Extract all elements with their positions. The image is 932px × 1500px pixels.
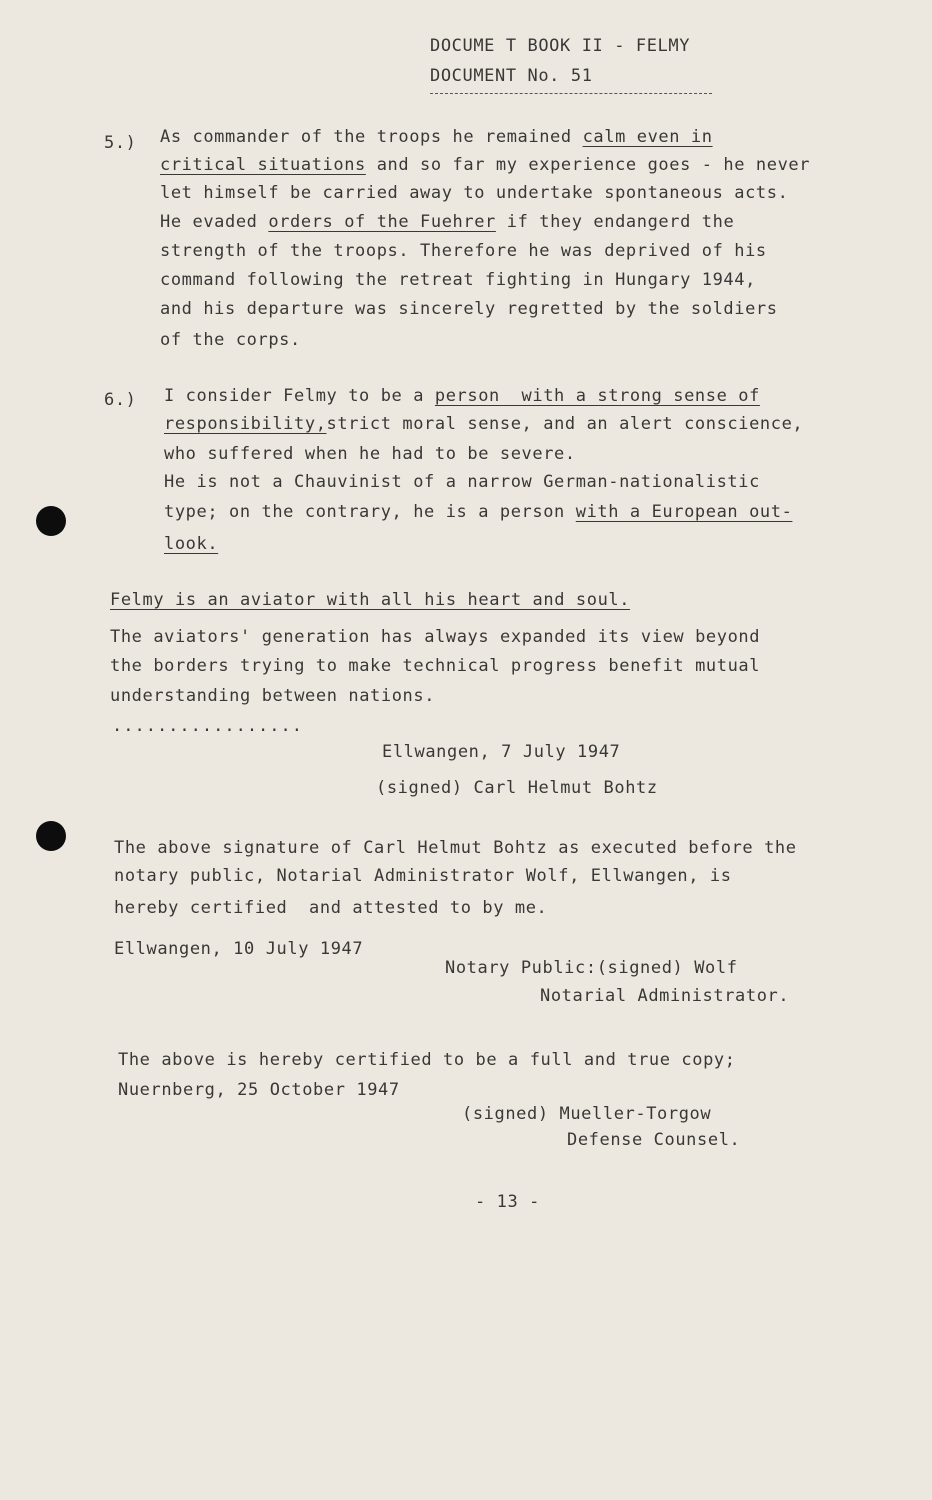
copy-cert-line1: The above is hereby certified to be a full and true copy; xyxy=(118,1050,736,1070)
para6-line3: who suffered when he had to be severe. xyxy=(164,444,576,464)
para5-line4-text2: if they endangerd the xyxy=(495,212,735,232)
para6-line2-text: strict moral sense, and an alert conscience, xyxy=(326,414,804,434)
header-underline xyxy=(430,93,712,94)
certification-line1: The above signature of Carl Helmut Bohtz as executed before the xyxy=(114,838,797,858)
para6-line6-underlined: look. xyxy=(164,534,219,554)
counsel-title: Defense Counsel. xyxy=(567,1130,741,1150)
para5-line1 xyxy=(160,127,713,147)
para5-line4-text: He evaded xyxy=(160,212,269,232)
signature1-place-date: Ellwangen, 7 July 1947 xyxy=(382,742,621,762)
para5-line2 xyxy=(160,155,810,175)
signature1-signed: (signed) Carl Helmut Bohtz xyxy=(376,778,658,798)
punch-hole-top xyxy=(36,506,66,536)
para5-line8: of the corps. xyxy=(160,330,301,350)
punch-hole-bottom xyxy=(36,821,66,851)
copy-cert-place-date: Nuernberg, 25 October 1947 xyxy=(118,1080,400,1100)
aviator-line2: the borders trying to make technical progress benefit mutual xyxy=(110,656,761,676)
counsel-signed: (signed) Mueller-Torgow xyxy=(462,1104,712,1124)
document-number: DOCUMENT No. 51 xyxy=(430,66,593,86)
page-number: - 13 - xyxy=(475,1192,541,1212)
para5-line2-underlined: critical situations xyxy=(160,155,366,175)
para6-line4: He is not a Chauvinist of a narrow German-nationalistic xyxy=(164,472,760,492)
para6-line2-underlined: responsibility, xyxy=(164,414,327,434)
aviator-heading: Felmy is an aviator with all his heart and soul. xyxy=(110,590,631,610)
para5-line4 xyxy=(160,212,734,232)
certification-line2: notary public, Notarial Administrator Wolf, Ellwangen, is xyxy=(114,866,732,886)
para5-line2-text: and so far my experience goes - he never xyxy=(365,155,811,175)
notary-signed: Notary Public:(signed) Wolf xyxy=(445,958,738,978)
para6-line2 xyxy=(164,414,803,434)
para5-line7: and his departure was sincerely regretted by the soldiers xyxy=(160,299,778,319)
para6-line5-underlined: with a European out- xyxy=(575,502,793,522)
para6-line1-underlined: person with a strong sense of xyxy=(434,386,760,406)
para6-line1 xyxy=(164,386,760,406)
aviator-line1: The aviators' generation has always expanded its view beyond xyxy=(110,627,761,647)
para5-number: 5.) xyxy=(104,133,137,153)
notary-title: Notarial Administrator. xyxy=(540,986,790,1006)
para5-line5: strength of the troops. Therefore he was deprived of his xyxy=(160,241,767,261)
para6-number: 6.) xyxy=(104,390,137,410)
para5-line1-text: As commander of the troops he remained xyxy=(160,127,583,147)
certification-line3: hereby certified and attested to by me. xyxy=(114,898,548,918)
para6-line1-text: I consider Felmy to be a xyxy=(164,386,435,406)
dotted-separator: ................. xyxy=(112,716,303,736)
para6-line5-text: type; on the contrary, he is a person xyxy=(164,502,576,522)
para6-line5 xyxy=(164,502,792,522)
para5-line4-underlined: orders of the Fuehrer xyxy=(268,212,496,232)
para5-line6: command following the retreat fighting in Hungary 1944, xyxy=(160,270,756,290)
certification-place-date: Ellwangen, 10 July 1947 xyxy=(114,939,364,959)
aviator-line3: understanding between nations. xyxy=(110,686,436,706)
document-book-title: DOCUME T BOOK II - FELMY xyxy=(430,36,691,56)
para5-line3: let himself be carried away to undertake spontaneous acts. xyxy=(160,183,789,203)
para5-line1-underlined: calm even in xyxy=(582,127,713,147)
